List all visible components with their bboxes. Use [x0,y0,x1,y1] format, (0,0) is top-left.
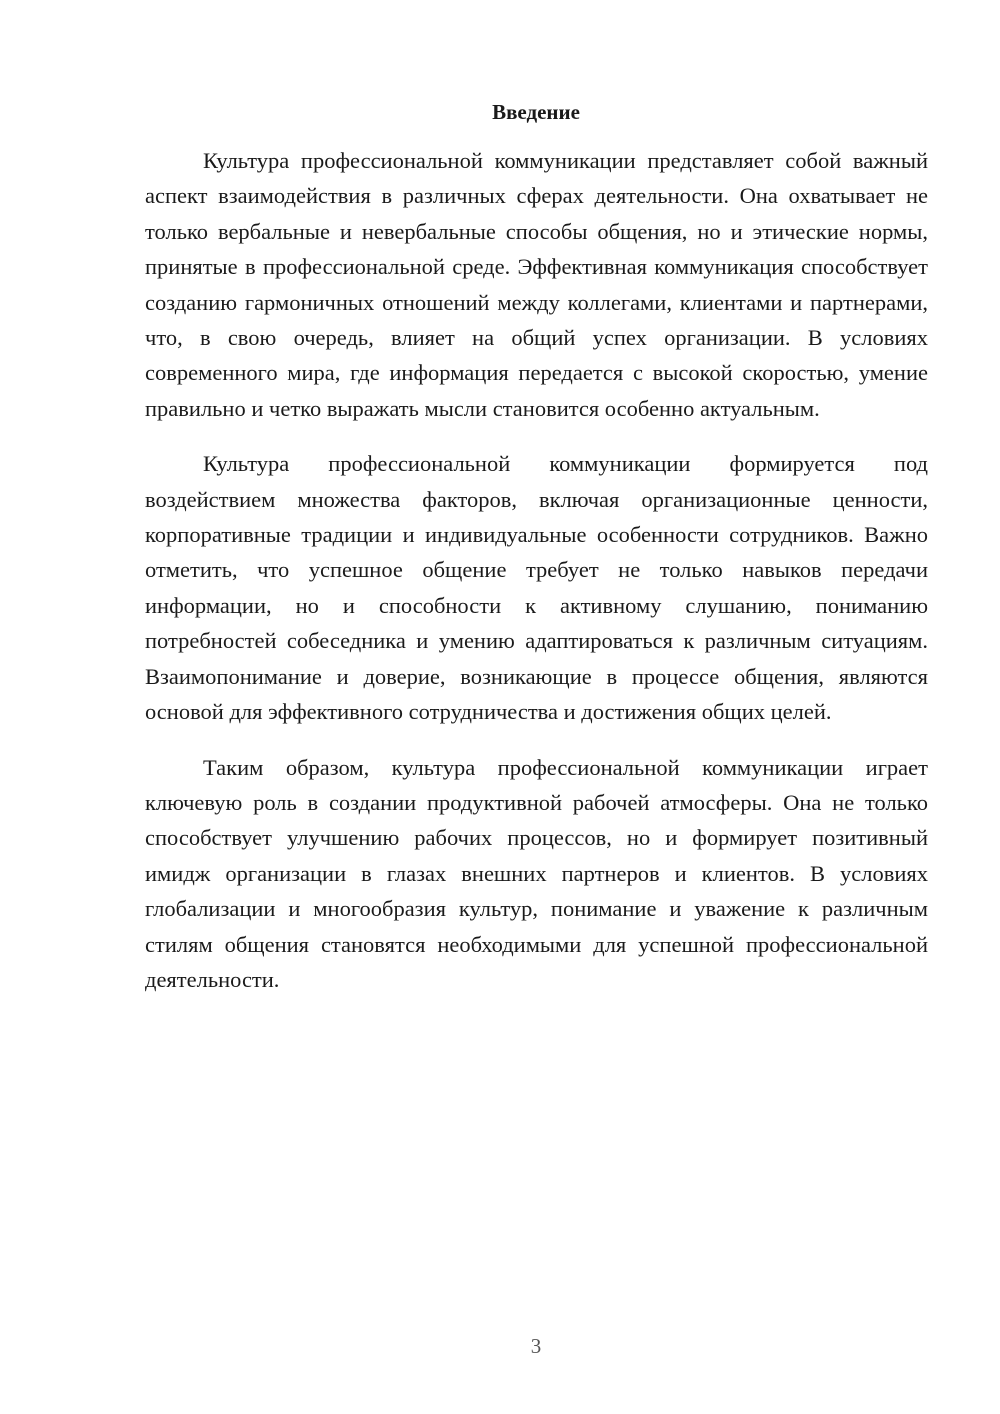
paragraph-3: Таким образом, культура профессиональной коммуникации играет ключевую роль в создании продуктивной рабочей атмосферы. Она не только способствует улучшению рабочих процессов, но и формирует позитивный имидж организации в глазах внешних партнеров и клиентов. В условиях глобализации и многообразия культур, понимание и уважение к различным стилям общения становятся необходимыми для успешной профессиональной деятельности. [145,754,928,992]
body-text [145,143,928,1017]
paragraph-2: Культура профессиональной коммуникации формируется под воздействием множества факторов, включая организационные ценности, корпоративные традиции и индивидуальные особенности сотрудников. Важно отметить, что успешное общение требует не только навыков передачи информации, но и способности к активному слушанию, пониманию потребностей собеседника и умению адаптироваться к различным ситуациям. Взаимопонимание и доверие, возникающие в процессе общения, являются основой для эффективного сотрудничества и достижения общих целей. [145,451,928,725]
paragraph-1: Культура профессиональной коммуникации представляет собой важный аспект взаимодействия в различных сферах деятельности. Она охватывает не только вербальные и невербальные способы общения, но и этические нормы, принятые в профессиональной среде. Эффективная коммуникация способствует созданию гармоничных отношений между коллегами, клиентами и партнерами, что, в свою очередь, влияет на общий успех организации. В условиях современного мира, где информация передается с высокой скоростью, умение правильно и четко выражать мысли становится особенно актуальным. [145,148,928,421]
page-number: 3 [530,1334,542,1358]
page-title: Введение [492,100,580,124]
